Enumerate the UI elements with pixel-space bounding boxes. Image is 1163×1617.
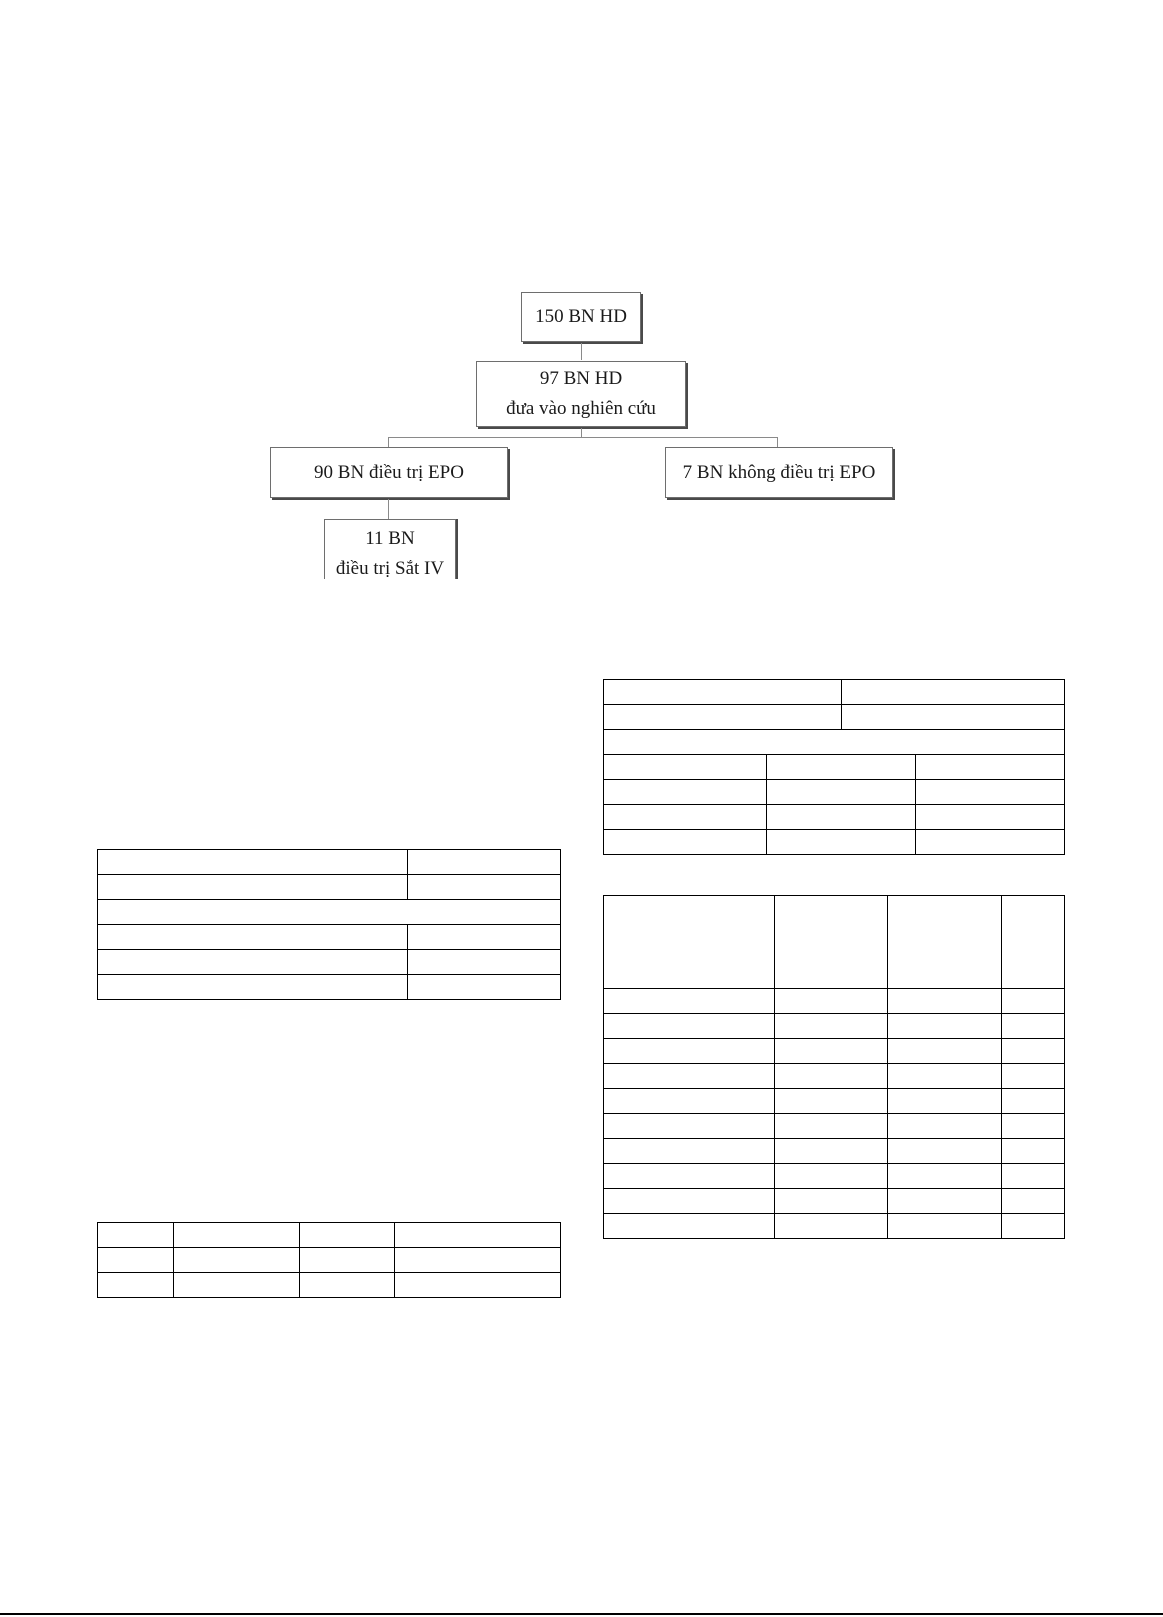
- flowchart-box-root: [521, 292, 641, 342]
- table-cell: [888, 1064, 1002, 1089]
- flowchart-box-iron: [324, 519, 456, 579]
- table-cell: [775, 1214, 888, 1239]
- table-cell: [842, 705, 1065, 730]
- table-cell: [98, 1273, 174, 1298]
- table-cell: [1002, 989, 1065, 1014]
- table-cell: [888, 1139, 1002, 1164]
- table-cell: [174, 1223, 300, 1248]
- table-right-1: [603, 679, 1065, 855]
- table-cell: [775, 1014, 888, 1039]
- table-cell: [604, 755, 767, 780]
- table-row: [604, 989, 1065, 1014]
- table-cell: [98, 975, 408, 1000]
- table-row: [604, 1214, 1065, 1239]
- table-row: [604, 896, 1065, 989]
- table-cell: [174, 1248, 300, 1273]
- flowchart-iron-line2: điều trị Sắt IV: [335, 558, 445, 579]
- table-cell: [604, 1164, 775, 1189]
- flowchart-iron-line1: 11 BN: [365, 528, 415, 549]
- table-cell: [916, 780, 1065, 805]
- table-cell: [775, 1164, 888, 1189]
- table-cell: [775, 1039, 888, 1064]
- table-cell: [604, 680, 842, 705]
- table-cell: [604, 730, 1065, 755]
- table-cell: [98, 950, 408, 975]
- table-row: [604, 1189, 1065, 1214]
- table-cell: [604, 780, 767, 805]
- table-cell: [408, 975, 561, 1000]
- table-cell: [408, 875, 561, 900]
- table-cell: [98, 925, 408, 950]
- flowchart-box-no-epo: [665, 447, 893, 498]
- table-cell: [1002, 1114, 1065, 1139]
- table-right-2: [603, 895, 1065, 1239]
- table-cell: [1002, 1189, 1065, 1214]
- table-cell: [408, 950, 561, 975]
- table-cell: [1002, 896, 1065, 989]
- table-cell: [98, 875, 408, 900]
- table-cell: [300, 1248, 395, 1273]
- table-row: [98, 900, 561, 925]
- table-cell: [1002, 1014, 1065, 1039]
- table-cell: [604, 805, 767, 830]
- table-cell: [1002, 1164, 1065, 1189]
- table-row: [604, 830, 1065, 855]
- table-cell: [408, 850, 561, 875]
- table-cell: [775, 1089, 888, 1114]
- table-row: [98, 1223, 561, 1248]
- table-cell: [1002, 1039, 1065, 1064]
- table-row: [98, 1273, 561, 1298]
- page-bottom-rule: [0, 1613, 1163, 1615]
- table-row: [604, 705, 1065, 730]
- flowchart-root-label: 150 BN HD: [535, 306, 627, 327]
- table-cell: [174, 1273, 300, 1298]
- connector-branch-left: [388, 437, 389, 447]
- table-cell: [300, 1223, 395, 1248]
- table-row: [604, 1089, 1065, 1114]
- table-row: [98, 875, 561, 900]
- table-cell: [888, 1114, 1002, 1139]
- table-cell: [775, 1139, 888, 1164]
- table-cell: [767, 830, 916, 855]
- table-cell: [604, 1139, 775, 1164]
- table-cell: [775, 989, 888, 1014]
- table-cell: [916, 755, 1065, 780]
- table-cell: [888, 1014, 1002, 1039]
- table-cell: [767, 805, 916, 830]
- flowchart-studied-line2: đưa vào nghiên cứu: [506, 398, 656, 419]
- table-cell: [767, 780, 916, 805]
- table-row: [98, 1248, 561, 1273]
- table-row: [604, 1064, 1065, 1089]
- table-row: [604, 805, 1065, 830]
- table-cell: [775, 1189, 888, 1214]
- table-cell: [916, 805, 1065, 830]
- table-cell: [395, 1248, 561, 1273]
- flowchart-no-epo-label: 7 BN không điều trị EPO: [682, 461, 876, 483]
- table-row: [98, 975, 561, 1000]
- table-cell: [888, 1039, 1002, 1064]
- table-cell: [98, 1248, 174, 1273]
- table-cell: [888, 1189, 1002, 1214]
- connector-epo-iron: [388, 499, 389, 519]
- table-cell: [775, 896, 888, 989]
- connector-branch-right: [777, 437, 778, 447]
- table-cell: [604, 1114, 775, 1139]
- connector-branch-horizontal: [388, 437, 778, 438]
- table-cell: [1002, 1214, 1065, 1239]
- table-row: [604, 1014, 1065, 1039]
- table-cell: [604, 896, 775, 989]
- table-row: [98, 925, 561, 950]
- table-cell: [604, 1014, 775, 1039]
- table-cell: [775, 1064, 888, 1089]
- table-cell: [604, 989, 775, 1014]
- table-cell: [98, 1223, 174, 1248]
- table-cell: [604, 830, 767, 855]
- table-row: [604, 1039, 1065, 1064]
- table-row: [604, 780, 1065, 805]
- connector-root-studied: [581, 343, 582, 360]
- table-cell: [775, 1114, 888, 1139]
- table-row: [604, 680, 1065, 705]
- table-cell: [1002, 1064, 1065, 1089]
- table-cell: [767, 755, 916, 780]
- table-row: [604, 1139, 1065, 1164]
- table-row: [604, 730, 1065, 755]
- table-cell: [395, 1273, 561, 1298]
- table-row: [604, 1114, 1065, 1139]
- table-cell: [842, 680, 1065, 705]
- table-row: [98, 950, 561, 975]
- table-cell: [604, 1189, 775, 1214]
- table-cell: [916, 830, 1065, 855]
- flowchart-box-studied: [476, 361, 686, 427]
- flowchart-studied-line1: 97 BN HD: [539, 368, 623, 389]
- table-cell: [604, 705, 842, 730]
- table-row: [604, 1164, 1065, 1189]
- table-cell: [300, 1273, 395, 1298]
- flowchart-epo-label: 90 BN điều trị EPO: [314, 461, 464, 483]
- table-cell: [888, 1164, 1002, 1189]
- table-cell: [395, 1223, 561, 1248]
- table-row: [98, 850, 561, 875]
- table-cell: [888, 896, 1002, 989]
- table-cell: [604, 1089, 775, 1114]
- table-row: [604, 755, 1065, 780]
- table-cell: [1002, 1089, 1065, 1114]
- table-cell: [604, 1214, 775, 1239]
- table-cell: [1002, 1139, 1065, 1164]
- table-cell: [888, 1089, 1002, 1114]
- table-cell: [888, 989, 1002, 1014]
- table-cell: [408, 925, 561, 950]
- table-left-1: [97, 849, 561, 1000]
- table-cell: [98, 850, 408, 875]
- table-cell: [604, 1064, 775, 1089]
- connector-studied-down: [581, 428, 582, 437]
- table-cell: [888, 1214, 1002, 1239]
- table-left-2: [97, 1222, 561, 1298]
- flowchart-box-epo: [270, 447, 508, 498]
- table-cell: [98, 900, 561, 925]
- table-cell: [604, 1039, 775, 1064]
